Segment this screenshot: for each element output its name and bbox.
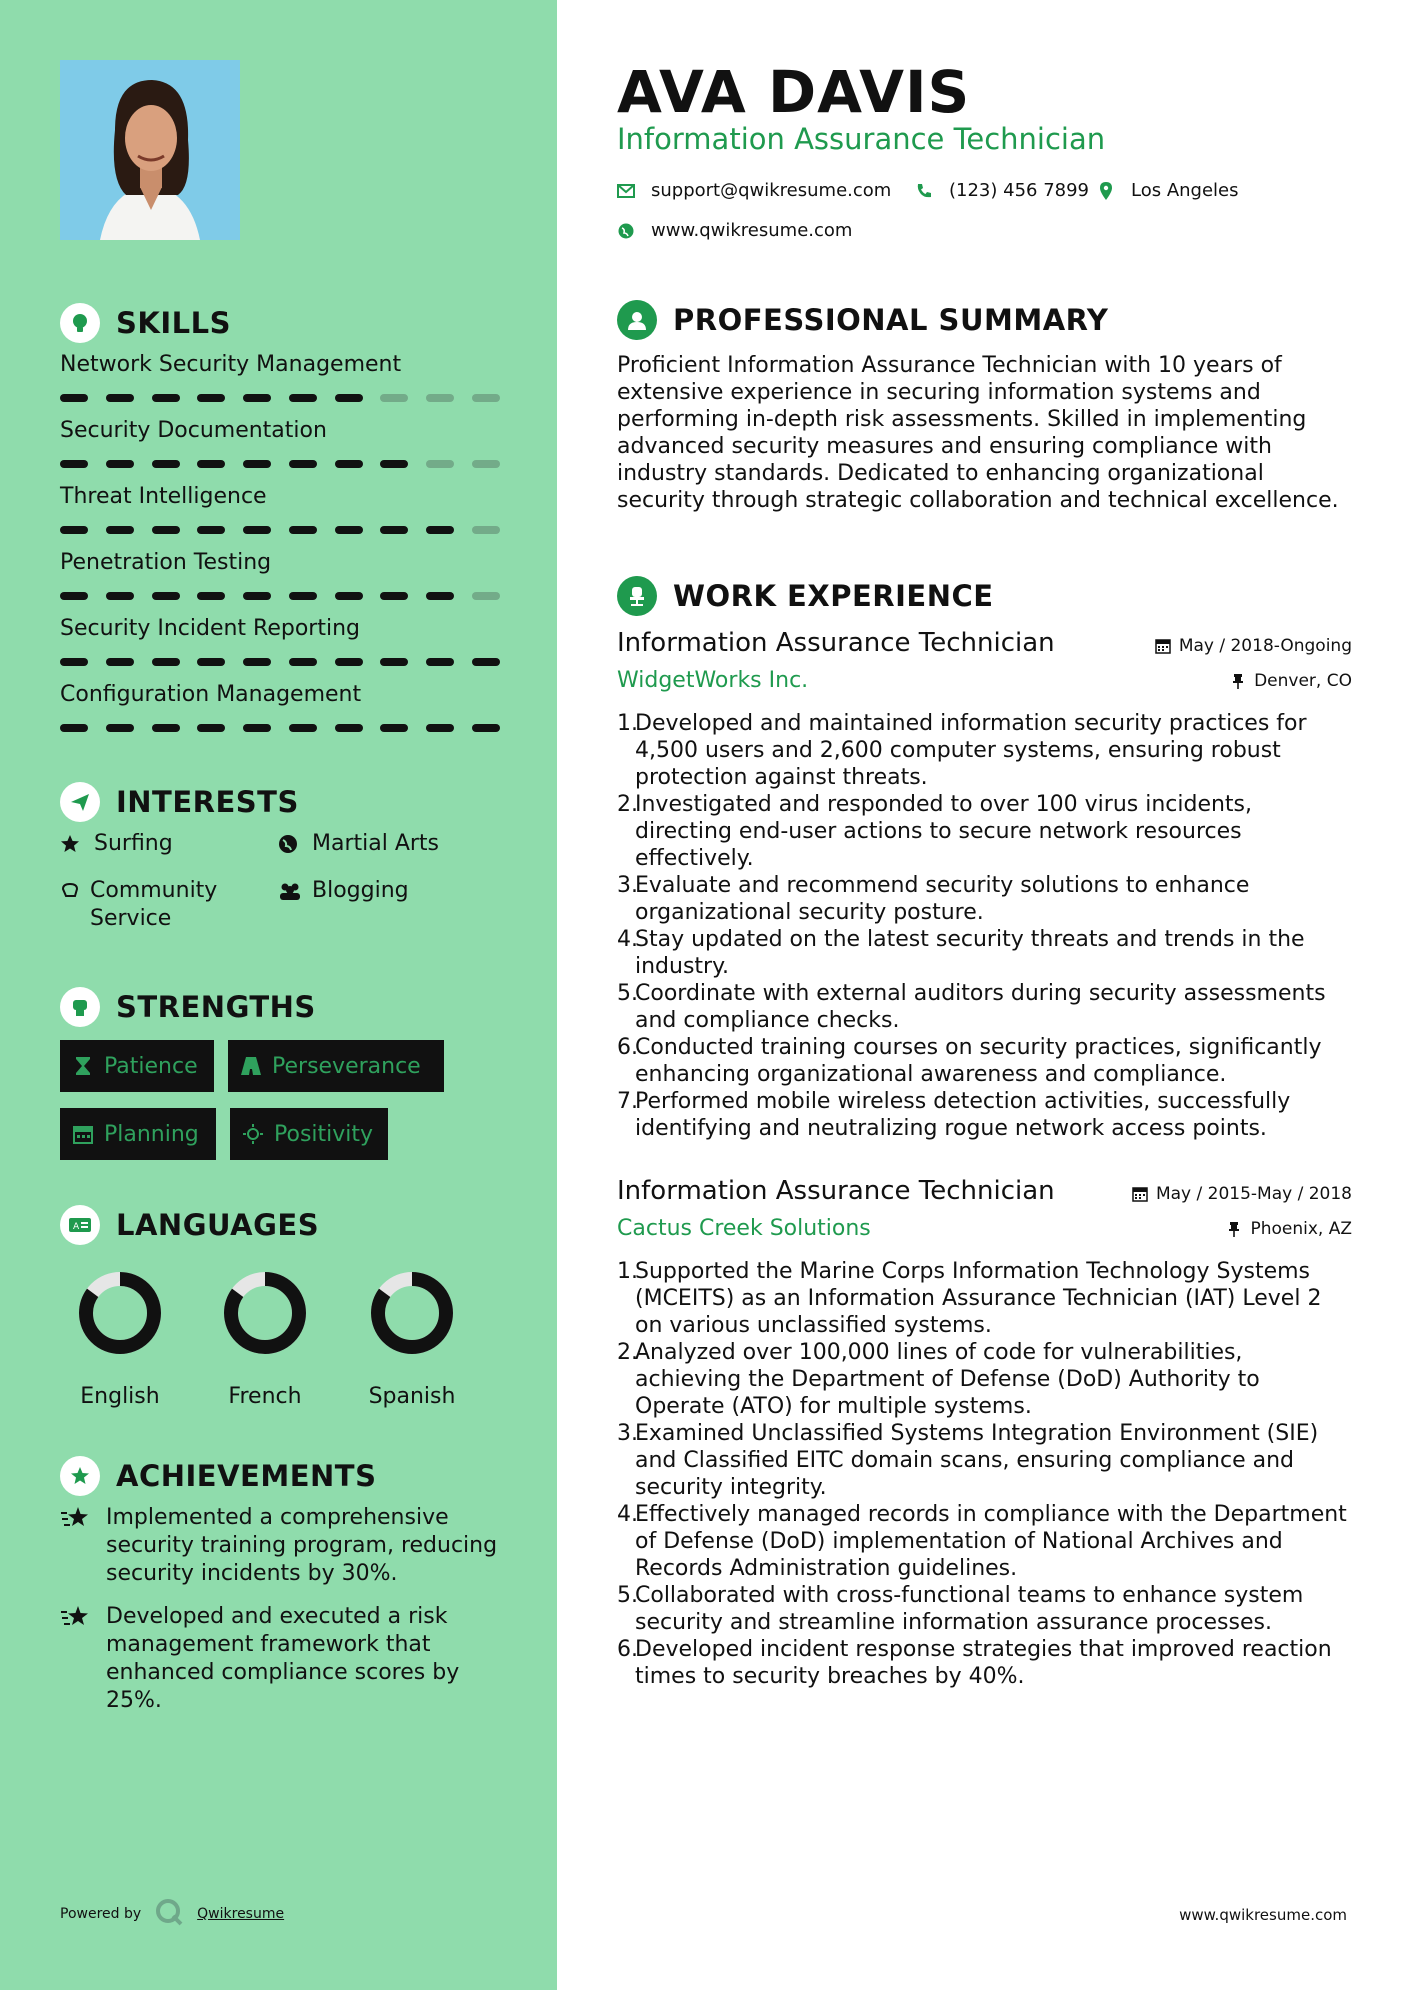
skill-level-segment	[152, 394, 180, 402]
skill-level-segment	[289, 394, 317, 402]
list-number: 4.	[617, 1502, 638, 1527]
skill-level-segment	[243, 592, 271, 600]
skill-name: Threat Intelligence	[60, 484, 267, 509]
list-number: 4.	[617, 927, 638, 952]
skill-level-segment	[426, 394, 454, 402]
job-company: WidgetWorks Inc.	[617, 668, 809, 693]
calendar-icon	[1132, 1186, 1148, 1202]
skill-level-segment	[472, 592, 500, 600]
hand-icon	[60, 877, 80, 905]
job-company: Cactus Creek Solutions	[617, 1216, 871, 1241]
list-number: 3.	[617, 1421, 638, 1446]
user-icon	[617, 300, 657, 340]
skill-level-segment	[197, 394, 225, 402]
skill-level-segment	[197, 724, 225, 732]
skill-level-segment	[60, 592, 88, 600]
calendar-icon	[1155, 638, 1171, 654]
language-name: Spanish	[368, 1384, 456, 1409]
strengths-heading: STRENGTHS	[60, 987, 316, 1027]
responsibility-text: Effectively managed records in compliance with the Department of Defense (DoD) implementation of National Archives and Records Administration guidelines.	[635, 1502, 1347, 1581]
skill-item	[60, 548, 500, 600]
list-number: 3.	[617, 873, 638, 898]
phone-icon	[915, 182, 933, 200]
users-icon	[278, 877, 302, 905]
job-location: Denver, CO	[1230, 671, 1352, 691]
list-number: 5.	[617, 981, 638, 1006]
skill-item	[60, 680, 500, 732]
responsibility-item	[617, 926, 1352, 980]
responsibility-text: Stay updated on the latest security threats and trends in the industry.	[635, 927, 1305, 979]
contact-phone[interactable]: (123) 456 7899	[915, 180, 1089, 201]
skill-level-segment	[243, 460, 271, 468]
skill-level-segment	[426, 460, 454, 468]
road-icon	[240, 1055, 262, 1077]
job-responsibilities	[617, 1258, 1352, 1690]
job-title: Information Assurance Technician	[617, 1176, 1055, 1206]
skill-level-segment	[243, 724, 271, 732]
strength-badge: Perseverance	[228, 1040, 444, 1092]
list-number: 5.	[617, 1583, 638, 1608]
interest-item: Blogging	[278, 877, 409, 905]
skill-level-segment	[380, 526, 408, 534]
job-dates: May / 2018-Ongoing	[1155, 636, 1352, 656]
candidate-name: AVA DAVIS	[617, 58, 971, 126]
responsibility-item	[617, 980, 1352, 1034]
languages-heading: A LANGUAGES	[60, 1205, 319, 1245]
skill-level-segment	[380, 592, 408, 600]
responsibility-item	[617, 872, 1352, 926]
list-number: 6.	[617, 1035, 638, 1060]
pin-icon	[1226, 1221, 1242, 1237]
responsibility-text: Supported the Marine Corps Information Technology Systems (MCEITS) as an Information Assurance Technician (IAT) Level 2 on various unclassified systems.	[635, 1259, 1322, 1338]
skills-heading: SKILLS	[60, 303, 231, 343]
skill-level-segment	[106, 526, 134, 534]
responsibility-item	[617, 1258, 1352, 1339]
list-number: 2.	[617, 792, 638, 817]
skill-level-segment	[335, 460, 363, 468]
skill-level-segment	[472, 526, 500, 534]
job-dates: May / 2015-May / 2018	[1132, 1184, 1352, 1204]
responsibility-text: Collaborated with cross-functional teams to enhance system security and streamline information assurance processes.	[635, 1583, 1304, 1635]
language-name: English	[80, 1384, 160, 1409]
skill-level-segment	[197, 460, 225, 468]
achievement-item: Developed and executed a risk management framework that enhanced compliance scores by 25%.	[60, 1603, 510, 1715]
contact-email[interactable]: support@qwikresume.com	[617, 180, 891, 201]
responsibility-text: Investigated and responded to over 100 virus incidents, directing end-user actions to secure network resources effectively.	[635, 792, 1252, 871]
language-proficiency-ring	[220, 1268, 310, 1358]
list-number: 2.	[617, 1340, 638, 1365]
responsibility-text: Evaluate and recommend security solutions to enhance organizational security posture.	[635, 873, 1250, 925]
skill-item	[60, 614, 500, 666]
experience-heading: WORK EXPERIENCE	[617, 576, 994, 616]
strength-badge: Planning	[60, 1108, 216, 1160]
skill-level-segment	[60, 526, 88, 534]
skill-level-bar	[60, 460, 500, 468]
responsibility-item	[617, 791, 1352, 872]
skill-level-segment	[289, 526, 317, 534]
skill-level-bar	[60, 394, 500, 402]
globe-icon	[278, 830, 302, 858]
achievements-heading: ACHIEVEMENTS	[60, 1456, 376, 1496]
skill-level-segment	[289, 658, 317, 666]
profile-photo	[60, 60, 240, 240]
skill-level-segment	[289, 724, 317, 732]
star-burst-icon	[60, 1603, 92, 1631]
job-title: Information Assurance Technician	[617, 628, 1055, 658]
skill-level-segment	[243, 526, 271, 534]
skill-name: Security Documentation	[60, 418, 327, 443]
sidebar	[0, 0, 557, 1990]
language-name: French	[228, 1384, 302, 1409]
responsibility-text: Coordinate with external auditors during security assessments and compliance checks.	[635, 981, 1326, 1033]
globe-icon	[617, 222, 635, 240]
interest-item: Community Service	[60, 877, 260, 933]
language-proficiency-ring	[75, 1268, 165, 1358]
paper-plane-icon	[60, 782, 100, 822]
responsibility-item	[617, 710, 1352, 791]
skill-level-segment	[106, 724, 134, 732]
job-location: Phoenix, AZ	[1226, 1219, 1352, 1239]
map-marker-icon	[1097, 182, 1115, 200]
interests-heading: INTERESTS	[60, 782, 299, 822]
star-icon	[60, 830, 84, 858]
responsibility-item	[617, 1420, 1352, 1501]
skill-level-segment	[152, 592, 180, 600]
responsibility-item	[617, 1088, 1352, 1142]
responsibility-item	[617, 1339, 1352, 1420]
responsibility-text: Developed incident response strategies that improved reaction times to security breaches by 40%.	[635, 1637, 1332, 1689]
responsibility-item	[617, 1582, 1352, 1636]
responsibility-text: Conducted training courses on security practices, significantly enhancing organizational awareness and compliance.	[635, 1035, 1322, 1087]
skill-item	[60, 350, 500, 402]
skill-name: Configuration Management	[60, 682, 362, 707]
qwikresume-link[interactable]: Qwikresume	[197, 1906, 285, 1922]
footer-website[interactable]: www.qwikresume.com	[1179, 1906, 1347, 1924]
list-number: 7.	[617, 1089, 638, 1114]
summary-heading: PROFESSIONAL SUMMARY	[617, 300, 1108, 340]
contact-website[interactable]: www.qwikresume.com	[617, 220, 852, 241]
star-burst-icon	[60, 1504, 92, 1532]
skill-level-bar	[60, 724, 500, 732]
skill-level-segment	[335, 724, 363, 732]
language-item	[342, 1268, 482, 1409]
achievement-item: Implemented a comprehensive security training program, reducing security incidents by 30%.	[60, 1504, 510, 1588]
strength-badge: Positivity	[230, 1108, 388, 1160]
skill-level-segment	[335, 526, 363, 534]
skill-level-segment	[243, 658, 271, 666]
skill-level-segment	[106, 460, 134, 468]
skill-level-segment	[426, 724, 454, 732]
language-proficiency-ring	[367, 1268, 457, 1358]
skill-level-segment	[426, 526, 454, 534]
award-icon	[60, 1456, 100, 1496]
skill-level-segment	[289, 592, 317, 600]
hourglass-icon	[72, 1055, 94, 1077]
skill-level-segment	[60, 724, 88, 732]
calendar-icon	[72, 1123, 94, 1145]
interest-item: Martial Arts	[278, 830, 439, 858]
summary-text: Proficient Information Assurance Technician with 10 years of extensive experience in securing information systems and performing in-depth risk assessments. Skilled in implementing advanced security measures and ensuring compliance with industry standards. Dedicated to enhancing organizational security through strategic collaboration and technical excellence.	[617, 353, 1339, 513]
skill-level-segment	[472, 724, 500, 732]
language-item	[50, 1268, 190, 1409]
skill-name: Network Security Management	[60, 352, 402, 377]
envelope-icon	[617, 182, 635, 200]
interest-item: Surfing	[60, 830, 173, 858]
responsibility-item	[617, 1501, 1352, 1582]
list-number: 1.	[617, 711, 638, 736]
skill-level-segment	[426, 658, 454, 666]
skill-level-segment	[197, 658, 225, 666]
skill-name: Penetration Testing	[60, 550, 272, 575]
skill-level-segment	[152, 658, 180, 666]
fist-icon	[60, 987, 100, 1027]
skill-level-segment	[335, 592, 363, 600]
skill-level-segment	[106, 592, 134, 600]
qwikresume-logo-icon	[155, 1898, 183, 1930]
strength-badge: Patience	[60, 1040, 214, 1092]
responsibility-item	[617, 1636, 1352, 1690]
skill-level-segment	[152, 724, 180, 732]
responsibility-text: Performed mobile wireless detection activities, successfully identifying and neutralizing rogue network access points.	[635, 1089, 1291, 1141]
skill-level-segment	[60, 658, 88, 666]
skill-level-segment	[60, 394, 88, 402]
skill-level-segment	[472, 394, 500, 402]
skill-level-segment	[197, 592, 225, 600]
list-number: 6.	[617, 1637, 638, 1662]
skill-level-bar	[60, 526, 500, 534]
skill-level-segment	[335, 394, 363, 402]
skill-level-segment	[380, 658, 408, 666]
skill-level-segment	[472, 460, 500, 468]
skill-level-segment	[60, 460, 88, 468]
contact-location: Los Angeles	[1097, 180, 1239, 201]
skill-level-segment	[380, 724, 408, 732]
skill-level-segment	[152, 526, 180, 534]
skill-level-segment	[380, 460, 408, 468]
skill-level-bar	[60, 592, 500, 600]
office-chair-icon	[617, 576, 657, 616]
svg-text:A: A	[73, 1222, 80, 1232]
skill-level-segment	[106, 658, 134, 666]
lightbulb-icon	[60, 303, 100, 343]
responsibility-text: Examined Unclassified Systems Integration Environment (SIE) and Classified EITC domain scans, ensuring compliance and security integrity.	[635, 1421, 1319, 1500]
skill-level-segment	[380, 394, 408, 402]
powered-by: Powered by Qwikresume	[60, 1898, 284, 1930]
responsibility-text: Developed and maintained information security practices for 4,500 users and 2,600 computer systems, ensuring robust protection against threats.	[635, 711, 1307, 790]
skill-level-segment	[106, 394, 134, 402]
skill-level-bar	[60, 658, 500, 666]
skill-level-segment	[243, 394, 271, 402]
skill-level-segment	[289, 460, 317, 468]
skill-level-segment	[152, 460, 180, 468]
skill-level-segment	[472, 658, 500, 666]
sun-icon	[242, 1123, 264, 1145]
candidate-title: Information Assurance Technician	[617, 122, 1106, 156]
list-number: 1.	[617, 1259, 638, 1284]
language-item	[195, 1268, 335, 1409]
responsibility-item	[617, 1034, 1352, 1088]
responsibility-text: Analyzed over 100,000 lines of code for vulnerabilities, achieving the Department of Defense (DoD) Authority to Operate (ATO) for multiple systems.	[635, 1340, 1260, 1419]
skill-name: Security Incident Reporting	[60, 616, 360, 641]
language-icon	[60, 1205, 100, 1245]
skill-item	[60, 416, 500, 468]
skill-level-segment	[197, 526, 225, 534]
pin-icon	[1230, 673, 1246, 689]
job-responsibilities	[617, 710, 1352, 1142]
skill-item	[60, 482, 500, 534]
skill-level-segment	[335, 658, 363, 666]
skill-level-segment	[426, 592, 454, 600]
